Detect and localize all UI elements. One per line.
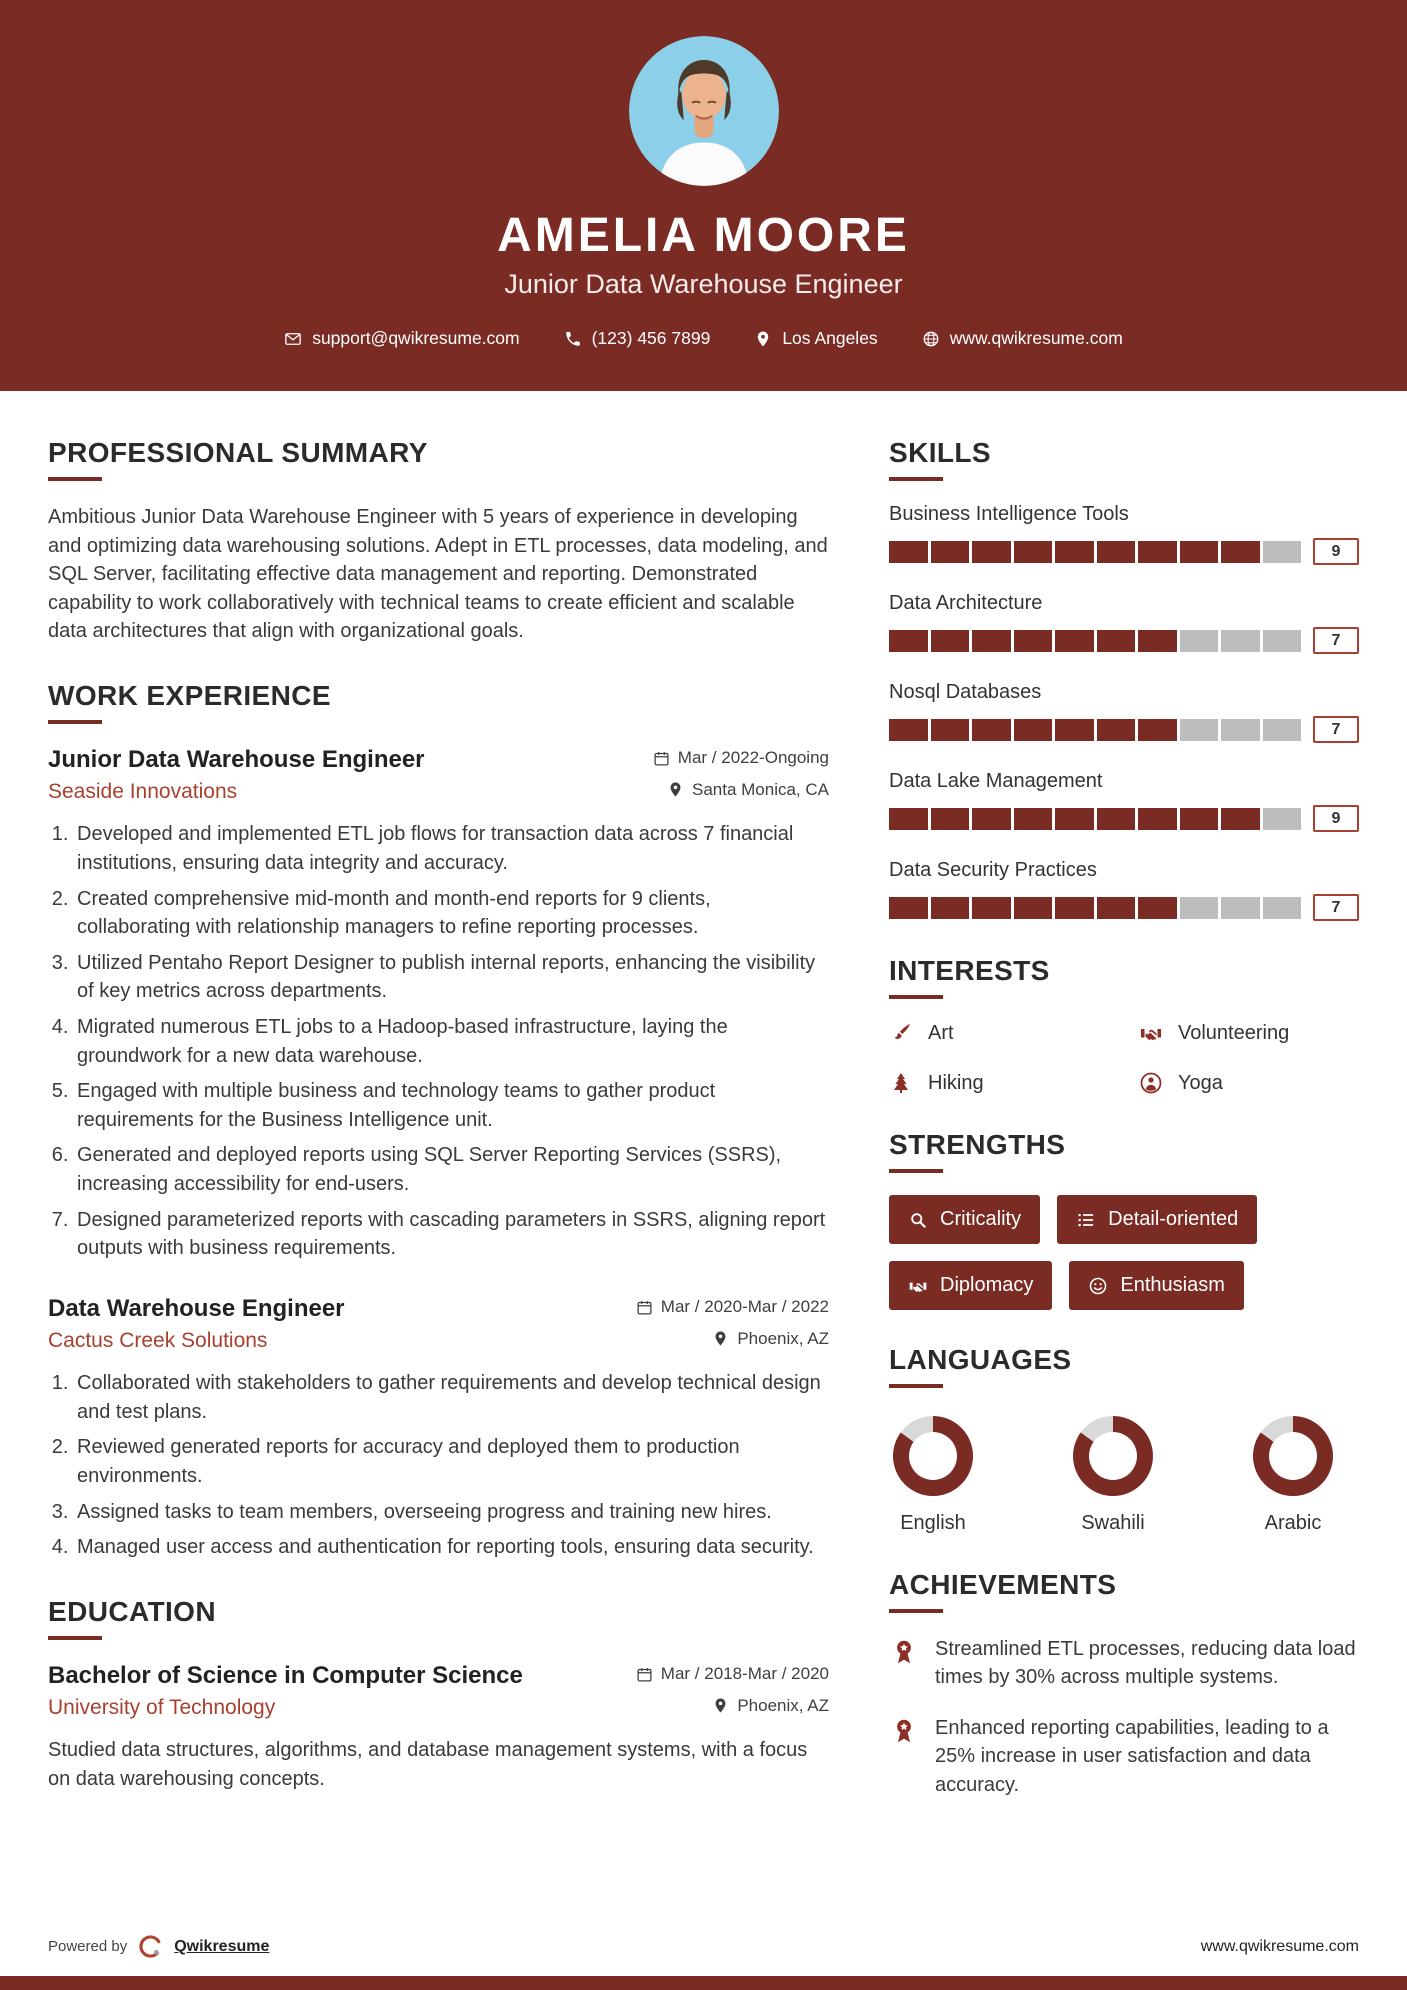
contact-text: www.qwikresume.com xyxy=(949,328,1123,348)
skill-bar-segment xyxy=(931,808,970,830)
smiley-icon xyxy=(1088,1276,1108,1296)
candidate-name: AMELIA MOORE xyxy=(497,209,910,262)
skill-bar-segment xyxy=(1014,808,1053,830)
skill-bar-segment xyxy=(889,541,928,563)
skill-list xyxy=(889,503,1359,921)
job-dates-text: Mar / 2022-Ongoing xyxy=(677,748,829,768)
language-donut xyxy=(1253,1416,1333,1496)
strengths-heading: STRENGTHS xyxy=(889,1129,1066,1160)
summary-text: Ambitious Junior Data Warehouse Engineer with 5 years of experience in developing and optimizing data warehousing solutions. Adept in ETL processes, data modeling, and SQL Server, facilitating effective data management and reporting. Demonstrated capability to work collaboratively with technical teams to create efficient and scalable data architectures that align with organizational goals. xyxy=(48,506,828,643)
heading-underline xyxy=(889,477,943,481)
heading-underline xyxy=(48,720,102,724)
skill-bar-segment xyxy=(1138,541,1177,563)
contact-item[interactable] xyxy=(284,328,519,349)
skill-bar-segment xyxy=(1221,630,1260,652)
skill-bar-segment xyxy=(1055,719,1094,741)
degree-title: Bachelor of Science in Computer Science xyxy=(48,1661,523,1689)
content xyxy=(0,391,1407,1833)
education-location-text: Phoenix, AZ xyxy=(737,1695,829,1715)
skill-bar-segment xyxy=(1138,630,1177,652)
work-bullet: 7. Designed parameterized reports with cascading parameters in SSRS, aligning report outputs with business requirements. xyxy=(74,1206,829,1263)
skill-bar-segment xyxy=(1263,630,1302,652)
skill-item xyxy=(889,503,1359,565)
language-label: English xyxy=(900,1512,966,1534)
skill-bar-segment xyxy=(1221,897,1260,919)
job-bullets xyxy=(48,1369,829,1562)
left-column xyxy=(48,437,829,1833)
header xyxy=(0,0,1407,391)
interests-section xyxy=(889,955,1359,1095)
language-item xyxy=(893,1416,973,1535)
skill-item xyxy=(889,592,1359,654)
skill-bar-segment xyxy=(1014,719,1053,741)
skill-bar-segment xyxy=(889,630,928,652)
skill-bar-segment xyxy=(1055,897,1094,919)
heading-underline xyxy=(889,995,943,999)
skill-bar-segment xyxy=(1180,808,1219,830)
skill-bar-segment xyxy=(972,630,1011,652)
education-dates xyxy=(636,1664,829,1684)
skill-bar-segment xyxy=(931,541,970,563)
skill-bar-segment xyxy=(1263,719,1302,741)
summary-section xyxy=(48,437,829,646)
strength-label: Diplomacy xyxy=(940,1274,1034,1296)
contact-text: Los Angeles xyxy=(782,328,878,348)
languages-heading: LANGUAGES xyxy=(889,1344,1072,1375)
job-dates-text: Mar / 2020-Mar / 2022 xyxy=(660,1297,829,1317)
skill-name: Business Intelligence Tools xyxy=(889,503,1129,525)
interest-item xyxy=(889,1071,1109,1095)
language-item xyxy=(1253,1416,1333,1535)
calendar-icon xyxy=(636,1299,653,1316)
interest-item xyxy=(1139,1021,1359,1045)
skill-bar-segment xyxy=(1138,808,1177,830)
powered-by xyxy=(48,1933,269,1960)
skill-bar-segment xyxy=(1180,541,1219,563)
skill-bar xyxy=(889,719,1301,741)
job-list xyxy=(48,746,829,1562)
globe-icon xyxy=(922,330,940,348)
powered-by-text: Powered by xyxy=(48,1938,128,1955)
skill-bar-segment xyxy=(931,719,970,741)
skill-bar-segment xyxy=(889,808,928,830)
search-icon xyxy=(908,1210,928,1230)
job-dates xyxy=(636,1297,829,1317)
candidate-title: Junior Data Warehouse Engineer xyxy=(504,269,903,299)
bottom-accent-bar xyxy=(0,1976,1407,1990)
skill-bar-segment xyxy=(1097,808,1136,830)
work-bullet: 5. Engaged with multiple business and technology teams to gather product requirements for the Business Intelligence unit. xyxy=(74,1077,829,1134)
heading-underline xyxy=(889,1384,943,1388)
skill-bar xyxy=(889,808,1301,830)
skill-bar xyxy=(889,897,1301,919)
location-icon xyxy=(754,330,772,348)
school-name: University of Technology xyxy=(48,1696,276,1720)
contact-text: (123) 456 7899 xyxy=(591,328,711,348)
skill-bar-segment xyxy=(1055,808,1094,830)
skill-item xyxy=(889,859,1359,921)
skill-bar-segment xyxy=(1055,630,1094,652)
work-bullet: 4. Migrated numerous ETL jobs to a Hadoop-based infrastructure, laying the groundwork for a new data warehouse. xyxy=(74,1013,829,1070)
contact-item[interactable] xyxy=(564,328,711,349)
skill-bar-segment xyxy=(1263,897,1302,919)
languages-section xyxy=(889,1344,1359,1535)
skill-bar-segment xyxy=(1180,719,1219,741)
skill-bar-segment xyxy=(972,808,1011,830)
award-icon xyxy=(889,1637,919,1667)
strength-badge xyxy=(1069,1261,1244,1310)
skill-level-badge: 9 xyxy=(1313,538,1359,565)
company-name: Cactus Creek Solutions xyxy=(48,1329,268,1353)
interest-item xyxy=(889,1021,1109,1045)
achievement-text: Streamlined ETL processes, reducing data load times by 30% across multiple systems. xyxy=(935,1638,1356,1689)
achievements-section xyxy=(889,1569,1359,1799)
achievement-item xyxy=(889,1714,1359,1799)
achievement-item xyxy=(889,1635,1359,1692)
skill-name: Nosql Databases xyxy=(889,681,1042,703)
work-bullet: 2. Reviewed generated reports for accuracy and deployed them to production environments. xyxy=(74,1433,829,1490)
list-icon xyxy=(1076,1210,1096,1230)
education-location xyxy=(712,1696,829,1716)
work-bullet: 4. Managed user access and authentication for reporting tools, ensuring data security. xyxy=(74,1533,829,1562)
strengths-section xyxy=(889,1129,1359,1310)
brush-icon xyxy=(889,1021,913,1045)
skill-bar-segment xyxy=(972,541,1011,563)
work-bullet: 1. Developed and implemented ETL job flows for transaction data across 7 financial institutions, ensuring data integrity and accuracy. xyxy=(74,820,829,877)
interest-label: Volunteering xyxy=(1178,1021,1290,1044)
skill-level-badge: 7 xyxy=(1313,716,1359,743)
achievements-heading: ACHIEVEMENTS xyxy=(889,1569,1117,1600)
strength-label: Enthusiasm xyxy=(1120,1274,1225,1296)
strength-badge xyxy=(889,1261,1052,1310)
skill-level-badge: 7 xyxy=(1313,627,1359,654)
job-entry xyxy=(48,1295,829,1562)
pin-icon xyxy=(667,781,684,798)
education-section xyxy=(48,1596,829,1794)
email-icon xyxy=(284,330,302,348)
skill-bar-segment xyxy=(889,897,928,919)
skill-bar-segment xyxy=(1180,630,1219,652)
skill-bar xyxy=(889,630,1301,652)
skill-bar-segment xyxy=(1097,541,1136,563)
skill-bar xyxy=(889,541,1301,563)
heading-underline xyxy=(889,1609,943,1613)
job-bullets xyxy=(48,820,829,1262)
company-name: Seaside Innovations xyxy=(48,780,238,804)
skill-bar-segment xyxy=(1014,541,1053,563)
education-dates-text: Mar / 2018-Mar / 2020 xyxy=(660,1664,829,1684)
strength-label: Detail-oriented xyxy=(1108,1208,1239,1230)
footer xyxy=(48,1933,1359,1960)
interest-label: Art xyxy=(928,1021,954,1044)
achievement-text: Enhanced reporting capabilities, leading to a 25% increase in user satisfaction and data accuracy. xyxy=(935,1716,1329,1796)
skill-level-badge: 7 xyxy=(1313,894,1359,921)
contact-item[interactable] xyxy=(754,328,877,349)
skill-bar-segment xyxy=(931,897,970,919)
contact-text: support@qwikresume.com xyxy=(312,328,520,348)
job-location xyxy=(667,780,829,800)
skill-bar-segment xyxy=(1263,541,1302,563)
work-bullet: 2. Created comprehensive mid-month and month-end reports for 9 clients, collaborating with relationship managers to refine reporting processes. xyxy=(74,885,829,942)
award-icon xyxy=(889,1716,919,1746)
calendar-icon xyxy=(653,750,670,767)
strength-badge xyxy=(1057,1195,1257,1244)
interest-item xyxy=(1139,1071,1359,1095)
strength-label: Criticality xyxy=(940,1208,1022,1230)
job-title: Junior Data Warehouse Engineer xyxy=(48,745,425,773)
work-bullet: 3. Assigned tasks to team members, overseeing progress and training new hires. xyxy=(74,1498,829,1527)
interest-label: Yoga xyxy=(1178,1071,1223,1094)
education-description: Studied data structures, algorithms, and database management systems, with a focus on data warehousing concepts. xyxy=(48,1739,808,1790)
handshake-icon xyxy=(908,1276,928,1296)
calendar-icon xyxy=(636,1666,653,1683)
skills-section xyxy=(889,437,1359,921)
tree-icon xyxy=(889,1071,913,1095)
work-bullet: 3. Utilized Pentaho Report Designer to publish internal reports, enhancing the visibility of key metrics across departments. xyxy=(74,949,829,1006)
summary-heading: PROFESSIONAL SUMMARY xyxy=(48,437,428,468)
heading-underline xyxy=(48,477,102,481)
right-column xyxy=(889,437,1359,1833)
interests-heading: INTERESTS xyxy=(889,955,1050,986)
skill-bar-segment xyxy=(1138,719,1177,741)
phone-icon xyxy=(564,330,582,348)
avatar xyxy=(629,36,779,186)
skill-bar-segment xyxy=(1097,719,1136,741)
work-bullet: 1. Collaborated with stakeholders to gather requirements and develop technical design and test plans. xyxy=(74,1369,829,1426)
skill-bar-segment xyxy=(1055,541,1094,563)
handshake-icon xyxy=(1139,1021,1163,1045)
skill-bar-segment xyxy=(1221,541,1260,563)
skills-heading: SKILLS xyxy=(889,437,991,468)
skill-bar-segment xyxy=(931,630,970,652)
qwikresume-logo-icon xyxy=(137,1933,164,1960)
heading-underline xyxy=(48,1636,102,1640)
education-heading: EDUCATION xyxy=(48,1595,216,1627)
skill-bar-segment xyxy=(972,897,1011,919)
job-title: Data Warehouse Engineer xyxy=(48,1294,345,1322)
education-entry xyxy=(48,1662,829,1794)
skill-name: Data Architecture xyxy=(889,592,1043,614)
skill-name: Data Lake Management xyxy=(889,770,1103,792)
skill-name: Data Security Practices xyxy=(889,859,1097,881)
achievement-list xyxy=(889,1635,1359,1799)
work-bullet: 6. Generated and deployed reports using SQL Server Reporting Services (SSRS), increasing accessibility for end-users. xyxy=(74,1141,829,1198)
job-entry xyxy=(48,746,829,1263)
skill-bar-segment xyxy=(1097,897,1136,919)
pin-icon xyxy=(712,1330,729,1347)
job-location-text: Santa Monica, CA xyxy=(691,779,829,799)
strength-badge xyxy=(889,1195,1040,1244)
person-icon xyxy=(1139,1071,1163,1095)
skill-bar-segment xyxy=(1221,719,1260,741)
skill-bar-segment xyxy=(972,719,1011,741)
language-item xyxy=(1073,1416,1153,1535)
footer-website[interactable]: www.qwikresume.com xyxy=(1200,1937,1359,1955)
skill-level-badge: 9 xyxy=(1313,805,1359,832)
skill-bar-segment xyxy=(889,719,928,741)
interest-list xyxy=(889,1021,1359,1095)
experience-heading: WORK EXPERIENCE xyxy=(48,679,331,711)
skill-item xyxy=(889,770,1359,832)
interest-label: Hiking xyxy=(928,1071,984,1094)
strength-list xyxy=(889,1195,1359,1310)
job-location-text: Phoenix, AZ xyxy=(737,1328,829,1348)
experience-section xyxy=(48,680,829,1562)
skill-bar-segment xyxy=(1014,630,1053,652)
skill-item xyxy=(889,681,1359,743)
skill-bar-segment xyxy=(1180,897,1219,919)
job-location xyxy=(712,1329,829,1349)
qwikresume-link[interactable]: Qwikresume xyxy=(174,1937,270,1955)
skill-bar-segment xyxy=(1014,897,1053,919)
language-donut xyxy=(893,1416,973,1496)
skill-bar-segment xyxy=(1221,808,1260,830)
language-list xyxy=(889,1410,1359,1535)
skill-bar-segment xyxy=(1097,630,1136,652)
skill-bar-segment xyxy=(1263,808,1302,830)
contact-item[interactable] xyxy=(922,328,1123,349)
pin-icon xyxy=(712,1697,729,1714)
language-label: Swahili xyxy=(1081,1512,1145,1534)
language-donut xyxy=(1073,1416,1153,1496)
contact-row xyxy=(284,328,1123,349)
skill-bar-segment xyxy=(1138,897,1177,919)
language-label: Arabic xyxy=(1264,1512,1322,1534)
job-dates xyxy=(653,748,829,768)
heading-underline xyxy=(889,1169,943,1173)
